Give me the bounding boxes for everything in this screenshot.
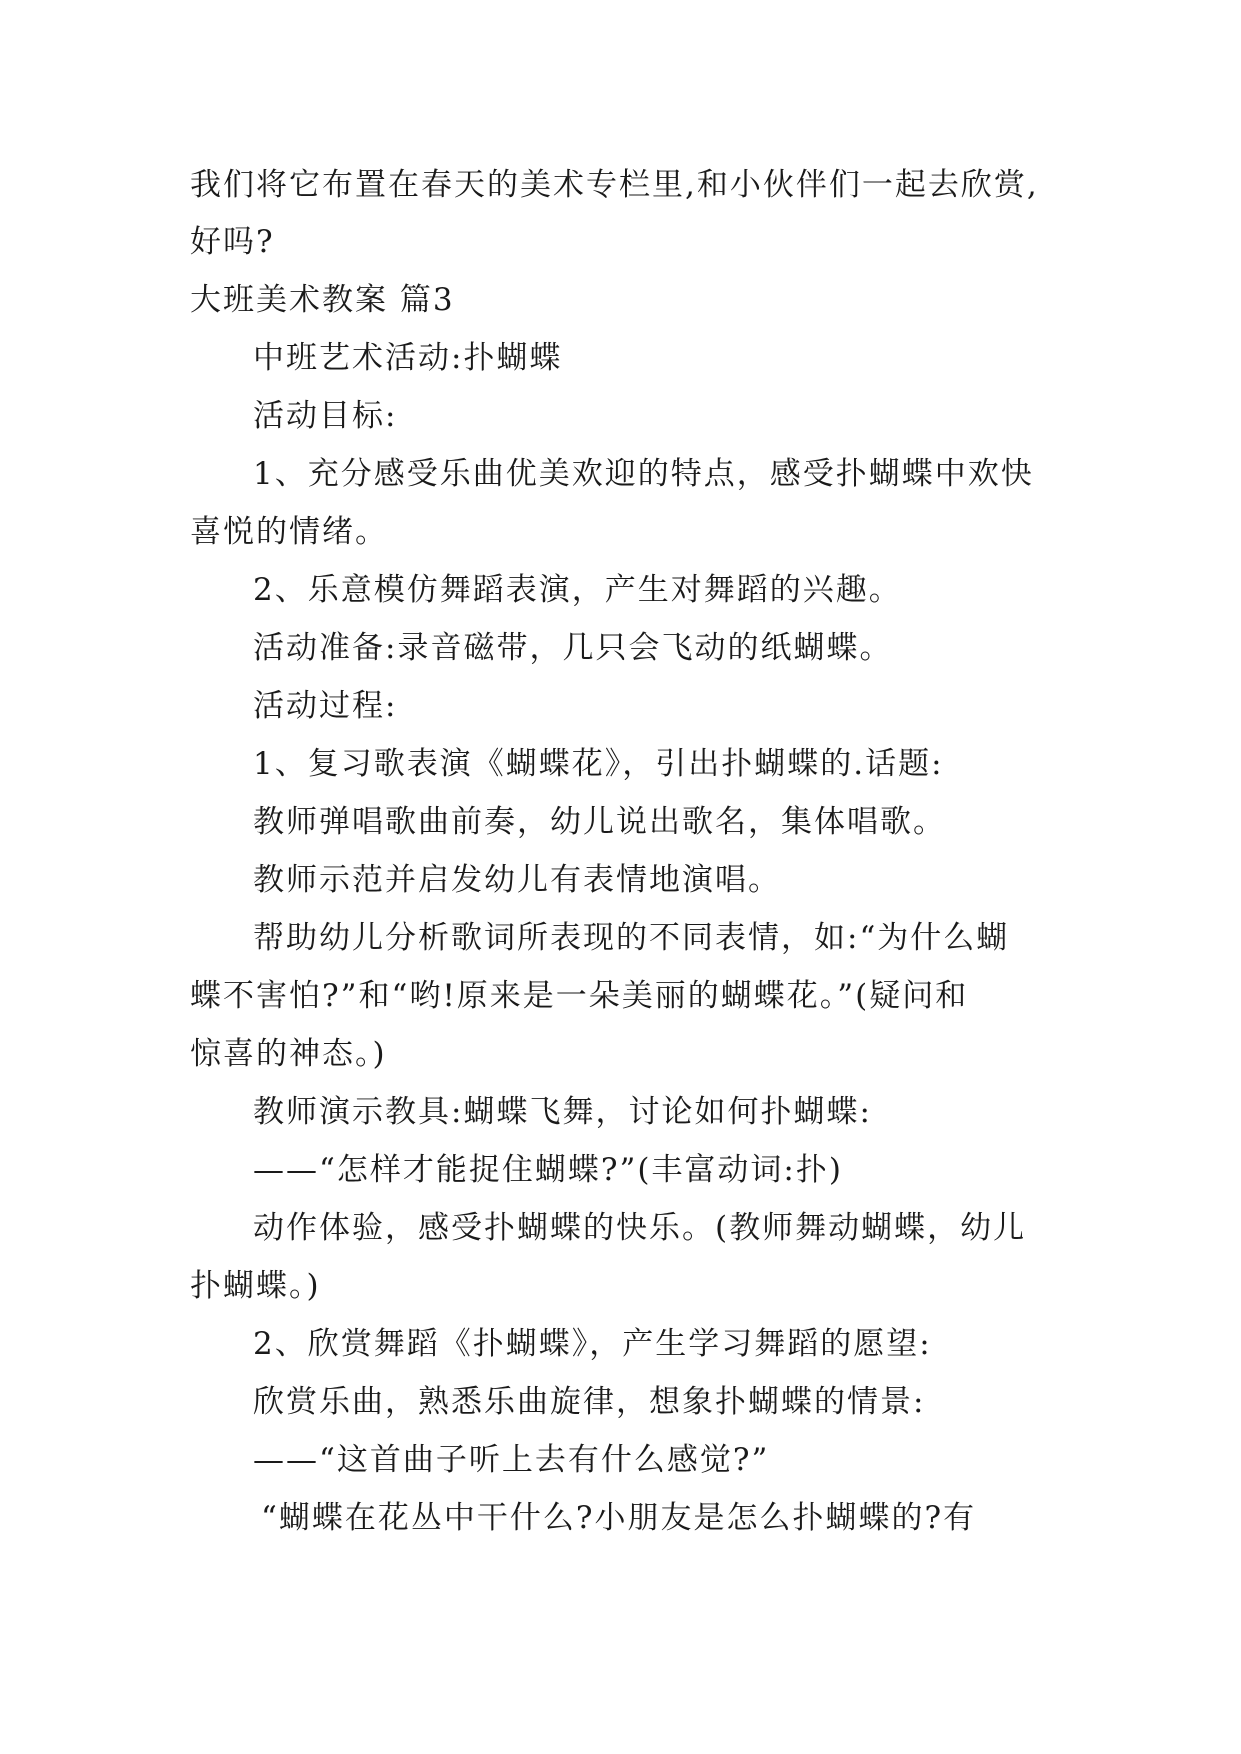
text-line: 动作体验，感受扑蝴蝶的快乐。(教师舞动蝴蝶，幼儿 (253, 1210, 1027, 1246)
text-line: 欣赏乐曲，熟悉乐曲旋律，想象扑蝴蝶的情景: (253, 1384, 926, 1420)
text-line: 教师示范并启发幼儿有表情地演唱。 (253, 862, 781, 898)
text-line: 活动过程: (253, 688, 398, 724)
text-line: 扑蝴蝶。) (190, 1268, 321, 1304)
text-line: 喜悦的情绪。 (190, 514, 388, 550)
text-line: 2、乐意模仿舞蹈表演，产生对舞蹈的兴趣。 (253, 572, 902, 608)
text-line: 惊喜的神态。) (190, 1036, 387, 1072)
text-line: 我们将它布置在春天的美术专栏里,和小伙伴们一起去欣赏, (190, 167, 1039, 203)
text-line: 蝶不害怕?”和“哟!原来是一朵美丽的蝴蝶花。”(疑问和 (190, 978, 969, 1014)
text-line: 教师弹唱歌曲前奏，幼儿说出歌名，集体唱歌。 (253, 804, 946, 840)
text-line: 1、复习歌表演《蝴蝶花》，引出扑蝴蝶的.话题: (253, 746, 944, 782)
text-line: 活动目标: (253, 398, 398, 434)
activity-title: 中班艺术活动:扑蝴蝶 (253, 340, 563, 376)
text-line: 活动准备:录音磁带，几只会飞动的纸蝴蝶。 (253, 630, 893, 666)
text-line: “蝴蝶在花丛中干什么?小朋友是怎么扑蝴蝶的?有 (261, 1500, 977, 1536)
text-line: 教师演示教具:蝴蝶飞舞，讨论如何扑蝴蝶: (253, 1094, 872, 1130)
text-line: 好吗? (190, 224, 275, 260)
text-line: 2、欣赏舞蹈《扑蝴蝶》，产生学习舞蹈的愿望: (253, 1326, 932, 1362)
text-line: ——“怎样才能捉住蝴蝶?”(丰富动词:扑) (253, 1152, 843, 1188)
text-line: 1、充分感受乐曲优美欢迎的特点，感受扑蝴蝶中欢快 (253, 456, 1034, 492)
section-heading: 大班美术教案 篇3 (190, 282, 455, 318)
text-line: 帮助幼儿分析歌词所表现的不同表情，如:“为什么蝴 (253, 920, 1010, 956)
text-line: ——“这首曲子听上去有什么感觉?” (253, 1442, 770, 1478)
